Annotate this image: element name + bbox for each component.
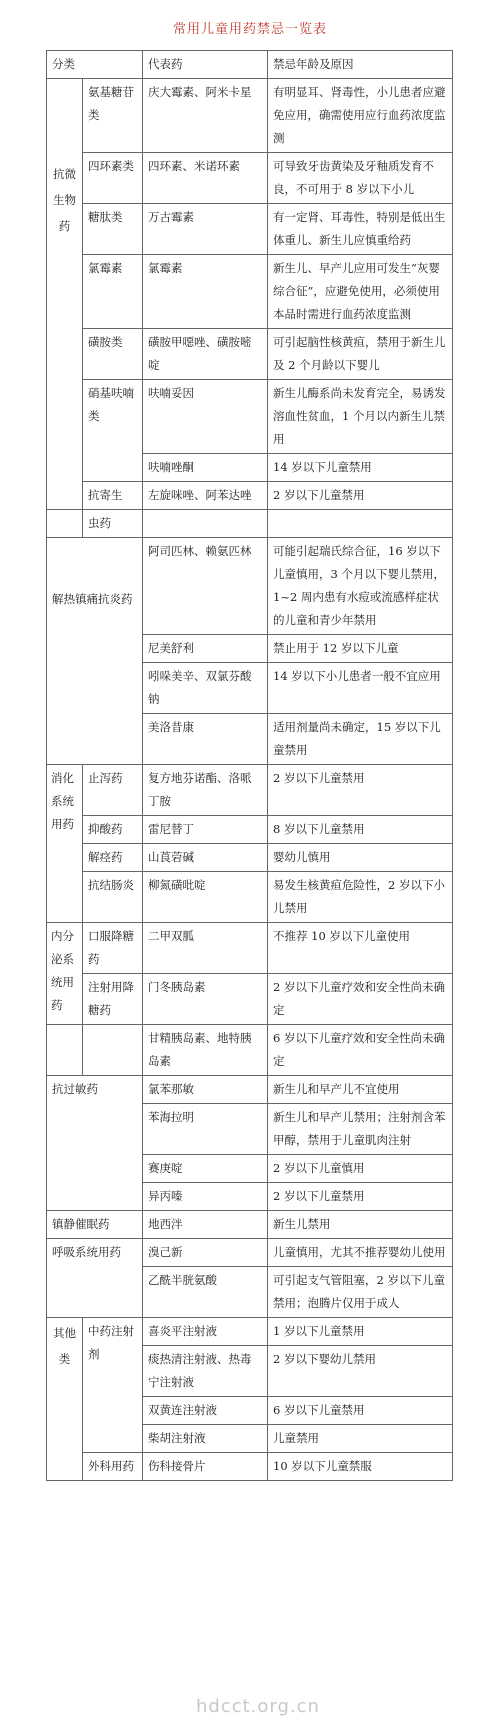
drug-cell: 四环素、米诺环素 xyxy=(143,153,268,204)
drug-cell: 地西泮 xyxy=(143,1211,268,1239)
drug-cell: 阿司匹林、赖氨匹林 xyxy=(143,538,268,635)
subcategory-cell: 抑酸药 xyxy=(83,816,143,844)
reason-cell: 2 岁以下婴幼儿禁用 xyxy=(268,1346,453,1397)
drug-cell: 氯苯那敏 xyxy=(143,1076,268,1104)
drug-cell: 伤科接骨片 xyxy=(143,1453,268,1481)
reason-cell: 14 岁以下小儿患者一般不宜应用 xyxy=(268,663,453,714)
table-row xyxy=(47,510,453,538)
drug-cell: 痰热清注射液、热毒宁注射液 xyxy=(143,1346,268,1397)
drug-cell: 山莨菪碱 xyxy=(143,844,268,872)
drug-cell: 呋喃唑酮 xyxy=(143,454,268,482)
reason-cell: 不推荐 10 岁以下儿童使用 xyxy=(268,923,453,974)
drug-cell: 呋喃妥因 xyxy=(143,380,268,454)
reason-cell: 新生儿和早产儿禁用；注射剂含苯甲醇，禁用于儿童肌肉注射 xyxy=(268,1104,453,1155)
drug-cell: 吲哚美辛、双氯芬酸钠 xyxy=(143,663,268,714)
subcategory-tcm-injection: 中药注射剂 xyxy=(83,1318,143,1453)
category-antiallergic: 抗过敏药 xyxy=(47,1076,143,1211)
subcategory-glycopeptide: 糖肽类 xyxy=(83,204,143,255)
reason-cell: 2 岁以下儿童疗效和安全性尚未确定 xyxy=(268,974,453,1025)
drug-cell: 双黄连注射液 xyxy=(143,1397,268,1425)
category-others xyxy=(47,1318,83,1481)
subcategory-cell: 解痉药 xyxy=(83,844,143,872)
drug-cell: 赛庚啶 xyxy=(143,1155,268,1183)
table-row xyxy=(47,204,453,255)
reason-cell: 婴幼儿慎用 xyxy=(268,844,453,872)
table-row xyxy=(47,1318,453,1346)
drug-cell: 雷尼替丁 xyxy=(143,816,268,844)
page-title: 常用儿童用药禁忌一览表 xyxy=(172,22,327,37)
reason-cell: 2 岁以下儿童禁用 xyxy=(268,765,453,816)
reason-cell: 有一定肾、耳毒性，特别是低出生体重儿、新生儿应慎重给药 xyxy=(268,204,453,255)
reason-cell: 2 岁以下儿童禁用 xyxy=(268,1183,453,1211)
subcategory-aminoglycoside: 氨基糖苷类 xyxy=(83,79,143,153)
reason-cell: 可引起支气管阻塞，2 岁以下儿童禁用；泡腾片仅用于成人 xyxy=(268,1267,453,1318)
drug-cell: 溴己新 xyxy=(143,1239,268,1267)
category-label: 其他类 xyxy=(53,1326,76,1366)
category-label: 抗微生物药 xyxy=(53,167,76,233)
reason-cell: 有明显耳、肾毒性，小儿患者应避免应用，确需使用应行血药浓度监测 xyxy=(268,79,453,153)
empty-cell xyxy=(143,510,268,538)
table-row xyxy=(47,482,453,510)
table-row xyxy=(47,1453,453,1481)
category-endocrine: 内分泌系统用药 xyxy=(47,923,83,1025)
table-row xyxy=(47,844,453,872)
drug-cell: 甘精胰岛素、地特胰岛素 xyxy=(143,1025,268,1076)
subcategory-tetracycline: 四环素类 xyxy=(83,153,143,204)
table-row xyxy=(47,380,453,454)
category-label: 解热镇痛抗炎药 xyxy=(52,592,133,606)
reason-cell: 可导致牙齿黄染及牙釉质发育不良，不可用于 8 岁以下小儿 xyxy=(268,153,453,204)
drug-cell: 复方地芬诺酯、洛哌丁胺 xyxy=(143,765,268,816)
drug-cell: 苯海拉明 xyxy=(143,1104,268,1155)
table-row xyxy=(47,1211,453,1239)
subcategory-antiparasitic: 抗寄生 xyxy=(83,482,143,510)
category-antimicrobial xyxy=(47,79,83,510)
reason-cell: 禁止用于 12 岁以下儿童 xyxy=(268,635,453,663)
reason-cell: 新生儿和早产儿不宜使用 xyxy=(268,1076,453,1104)
drug-cell: 氯霉素 xyxy=(143,255,268,329)
drug-cell: 尼美舒利 xyxy=(143,635,268,663)
category-antipyretic xyxy=(47,538,143,765)
drug-cell: 门冬胰岛素 xyxy=(143,974,268,1025)
table-row xyxy=(47,1025,453,1076)
header-drug: 代表药 xyxy=(143,51,268,79)
table-row xyxy=(47,1076,453,1104)
subcategory-cell: 止泻药 xyxy=(83,765,143,816)
table-row xyxy=(47,153,453,204)
subcategory-cell: 抗结肠炎 xyxy=(83,872,143,923)
reason-cell: 8 岁以下儿童禁用 xyxy=(268,816,453,844)
table-row xyxy=(47,872,453,923)
subcategory-antiparasitic-cont: 虫药 xyxy=(83,510,143,538)
drug-cell: 喜炎平注射液 xyxy=(143,1318,268,1346)
reason-cell: 新生儿酶系尚未发育完全，易诱发溶血性贫血，1 个月以内新生儿禁用 xyxy=(268,380,453,454)
drug-cell: 柴胡注射液 xyxy=(143,1425,268,1453)
table-row xyxy=(47,974,453,1025)
empty-cell xyxy=(83,1025,143,1076)
drug-cell: 磺胺甲噁唑、磺胺嘧啶 xyxy=(143,329,268,380)
table-header-row xyxy=(47,51,453,79)
table-row xyxy=(47,816,453,844)
reason-cell: 新生儿、早产儿应用可发生“灰婴综合征”，应避免使用，必须使用本品时需进行血药浓度监测 xyxy=(268,255,453,329)
drug-cell: 二甲双胍 xyxy=(143,923,268,974)
category-digestive: 消化系统用药 xyxy=(47,765,83,923)
subcategory-cell: 注射用降糖药 xyxy=(83,974,143,1025)
header-reason: 禁忌年龄及原因 xyxy=(268,51,453,79)
reason-cell: 2 岁以下儿童慎用 xyxy=(268,1155,453,1183)
empty-cell xyxy=(268,510,453,538)
drug-cell: 左旋咪唑、阿苯达唑 xyxy=(143,482,268,510)
drug-cell: 美洛昔康 xyxy=(143,714,268,765)
drug-cell: 柳氮磺吡啶 xyxy=(143,872,268,923)
subcategory-sulfonamide: 磺胺类 xyxy=(83,329,143,380)
drug-cell: 庆大霉素、阿米卡星 xyxy=(143,79,268,153)
subcategory-nitrofuran: 硝基呋喃类 xyxy=(83,380,143,482)
reason-cell: 14 岁以下儿童禁用 xyxy=(268,454,453,482)
watermark-text: hdcct.org.cn xyxy=(196,1696,320,1717)
reason-cell: 易发生核黄疸危险性，2 岁以下小儿禁用 xyxy=(268,872,453,923)
drug-cell: 乙酰半胱氨酸 xyxy=(143,1267,268,1318)
table-row xyxy=(47,1239,453,1267)
table-row xyxy=(47,923,453,974)
table-row xyxy=(47,538,453,635)
drug-cell: 异丙嗪 xyxy=(143,1183,268,1211)
subcategory-chloramphenicol: 氯霉素 xyxy=(83,255,143,329)
table-row xyxy=(47,79,453,153)
empty-cell xyxy=(47,1025,83,1076)
reason-cell: 适用剂量尚未确定，15 岁以下儿童禁用 xyxy=(268,714,453,765)
category-sedative: 镇静催眠药 xyxy=(47,1211,143,1239)
drug-cell: 万古霉素 xyxy=(143,204,268,255)
reason-cell: 6 岁以下儿童禁用 xyxy=(268,1397,453,1425)
empty-cell xyxy=(47,510,83,538)
reason-cell: 6 岁以下儿童疗效和安全性尚未确定 xyxy=(268,1025,453,1076)
subcategory-cell: 口服降糖药 xyxy=(83,923,143,974)
reason-cell: 新生儿禁用 xyxy=(268,1211,453,1239)
category-respiratory: 呼吸系统用药 xyxy=(47,1239,143,1318)
reason-cell: 2 岁以下儿童禁用 xyxy=(268,482,453,510)
header-category: 分类 xyxy=(47,51,143,79)
reason-cell: 可能引起瑞氏综合征，16 岁以下儿童慎用，3 个月以下婴儿禁用，1~2 周内患有水痘或流感样症状的儿童和青少年禁用 xyxy=(268,538,453,635)
table-row xyxy=(47,765,453,816)
table-row xyxy=(47,255,453,329)
reason-cell: 10 岁以下儿童禁服 xyxy=(268,1453,453,1481)
table-row xyxy=(47,329,453,380)
reason-cell: 儿童慎用，尤其不推荐婴幼儿使用 xyxy=(268,1239,453,1267)
drug-contraindication-table xyxy=(46,50,453,1481)
reason-cell: 1 岁以下儿童禁用 xyxy=(268,1318,453,1346)
reason-cell: 可引起脑性核黄疸，禁用于新生儿及 2 个月龄以下婴儿 xyxy=(268,329,453,380)
subcategory-external: 外科用药 xyxy=(83,1453,143,1481)
reason-cell: 儿童禁用 xyxy=(268,1425,453,1453)
